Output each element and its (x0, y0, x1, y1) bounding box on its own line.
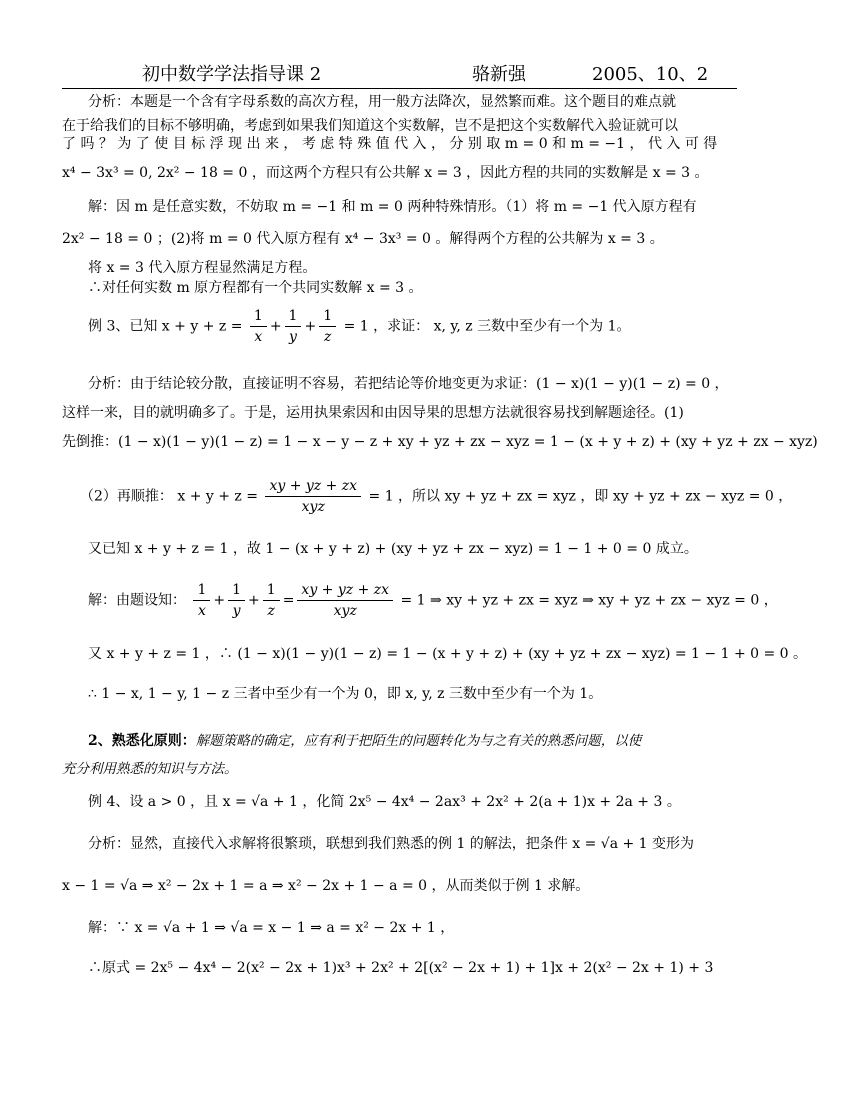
forward-derivation-line (80, 476, 792, 517)
solution-line: 解：由题设知： $\frac{1}{x}$ + $\frac{1}{y}$ + $\frac{1}{z}$ = $\frac{xy + yz + zx}{\text{xyz}}$ = 1 ⇒ xy + yz + zx = xyz ⇒ xy + yz + zx − xyz = 0 ， (88, 582, 778, 619)
fraction-numerator: 1 (285, 306, 302, 327)
page-header (62, 62, 737, 89)
paragraph-line: x⁴ − 3x³ = 0, 2x² − 18 = 0 ，而这两个方程只有公共解 x = 3 ，因此方程的共同的实数解是 x = 3 。 (62, 165, 709, 181)
fraction-numerator: 1 (319, 306, 336, 327)
paragraph-line: 先倒推：(1 − x)(1 − y)(1 − z) = 1 − x − y − z + xy + yz + zx − xyz = 1 − (x + y + z) + (xy + yz + zx − xyz) (62, 434, 818, 450)
fraction-denominator: z (267, 603, 275, 619)
fraction (297, 580, 393, 621)
fraction-denominator: x (254, 329, 263, 345)
paragraph-line: 分析：由于结论较分散，直接证明不容易，若把结论等价地变更为求证：(1 − x)(1 − y)(1 − z) = 0 ， (88, 376, 729, 392)
fraction-numerator: xy + yz + zx (297, 580, 393, 601)
paragraph-line: 解：因 m 是任意实数，不妨取 m = −1 和 m = 0 两种特殊情形。（1）将 m = −1 代入原方程有 (88, 199, 697, 215)
forward-suffix: = 1 ，所以 xy + yz + zx = xyz ，即 xy + yz + zx − xyz = 0 ， (368, 488, 793, 505)
header-title: 初中数学学法指导课 2 (142, 64, 322, 85)
example-3-suffix: = 1 ，求证： x, y, z 三数中至少有一个为 1。 (343, 318, 631, 335)
paragraph-line: 在于给我们的目标不够明确，考虑到如果我们知道这个实数解，岂不是把这个实数解代入验证就可以 (62, 118, 678, 134)
paragraph-line: 2x² − 18 = 0 ；(2)将 m = 0 代入原方程有 x⁴ − 3x³ = 0 。解得两个方程的公共解为 x = 3 。 (62, 231, 664, 247)
example-3-line: 例 3、已知 x + y + z = $\frac{1}{x}$ + $\frac{1}{y}$ + $\frac{1}{z}$ = 1 ，求证： x, y, z 三数中至少有一个为 1。 (88, 308, 631, 345)
fraction-denominator: xyz (301, 499, 325, 515)
paragraph-line: 了 吗 ？ 为 了 使 目 标 浮 现 出 来 ， 考 虑 特 殊 值 代 入 ， 分 别 取 m = 0 和 m = −1 ， 代 入 可 得 (62, 136, 718, 152)
fraction-denominator: x (197, 603, 206, 619)
fraction (319, 306, 336, 347)
paragraph-line: x − 1 = √a ⇒ x² − 2x + 1 = a ⇒ x² − 2x + 1 − a = 0 ，从而类似于例 1 求解。 (62, 878, 590, 894)
fraction (228, 580, 245, 621)
solution-prefix: 解：由题设知： (88, 592, 186, 609)
fraction (265, 476, 361, 517)
paragraph-line: 分析：本题是一个含有字母系数的高次方程，用一般方法降次，显然繁而难。这个题目的难点就 (88, 94, 676, 110)
fraction-denominator: xyz (333, 603, 357, 619)
fraction-numerator: 1 (193, 580, 210, 601)
fraction (193, 580, 210, 621)
paragraph-line: 这样一来，目的就明确多了。于是，运用执果索因和由因导果的思想方法就很容易找到解题途径。(1) (62, 405, 684, 421)
solution-suffix: = 1 ⇒ xy + yz + zx = xyz ⇒ xy + yz + zx − xyz = 0 ， (400, 592, 778, 609)
paragraph-line: 将 x = 3 代入原方程显然满足方程。 (88, 260, 317, 276)
paragraph-line: ∴ 1 − x, 1 − y, 1 − z 三者中至少有一个为 0，即 x, y, z 三数中至少有一个为 1。 (88, 686, 603, 702)
fraction-numerator: xy + yz + zx (265, 476, 361, 497)
fraction-denominator: z (323, 329, 332, 345)
fraction-numerator: 1 (263, 580, 280, 601)
paragraph-line: 又 x + y + z = 1 ，∴ (1 − x)(1 − y)(1 − z) = 1 − (x + y + z) + (xy + yz + zx − xyz) = 1 − 1 + 0 = 0 。 (88, 646, 808, 662)
paragraph-line: ∴原式 = 2x⁵ − 4x⁴ − 2(x² − 2x + 1)x³ + 2x² + 2[(x² − 2x + 1) + 1]x + 2(x² − 2x + 1) + 3 (88, 960, 714, 976)
principle-heading-line (88, 731, 641, 751)
paragraph-line: ∴对任何实数 m 原方程都有一个共同实数解 x = 3 。 (88, 280, 423, 296)
paragraph-line: 又已知 x + y + z = 1 ，故 1 − (x + y + z) + (xy + yz + zx − xyz) = 1 − 1 + 0 = 0 成立。 (88, 541, 698, 557)
fraction-denominator: y (232, 603, 241, 619)
forward-prefix: （2）再顺推： x + y + z = (80, 488, 258, 505)
fraction (263, 580, 280, 621)
fraction (250, 306, 267, 347)
header-author: 骆新强 (472, 64, 526, 85)
paragraph-line: 解：∵ x = √a + 1 ⇒ √a = x − 1 ⇒ a = x² − 2x + 1 ， (88, 920, 455, 936)
fraction-numerator: 1 (228, 580, 245, 601)
header-date: 2005、10、2 (592, 64, 709, 85)
principle-description-cont: 充分利用熟悉的知识与方法。 (62, 761, 238, 777)
paragraph-line: 例 4、设 a > 0 ，且 x = √a + 1 ，化简 2x⁵ − 4x⁴ − 2ax³ + 2x² + 2(a + 1)x + 2a + 3 。 (88, 794, 681, 810)
fraction (285, 306, 302, 347)
principle-description: 解题策略的确定，应有利于把陌生的问题转化为与之有关的熟悉问题，以使 (195, 733, 642, 749)
fraction-denominator: y (289, 329, 297, 345)
example-3-prefix: 例 3、已知 x + y + z = (88, 318, 243, 335)
paragraph-line: 分析：显然，直接代入求解将很繁琐，联想到我们熟悉的例 1 的解法，把条件 x = √a + 1 变形为 (88, 836, 695, 852)
fraction-numerator: 1 (250, 306, 267, 327)
principle-heading: 2、熟悉化原则： (88, 733, 196, 749)
paragraph-line (62, 759, 238, 779)
